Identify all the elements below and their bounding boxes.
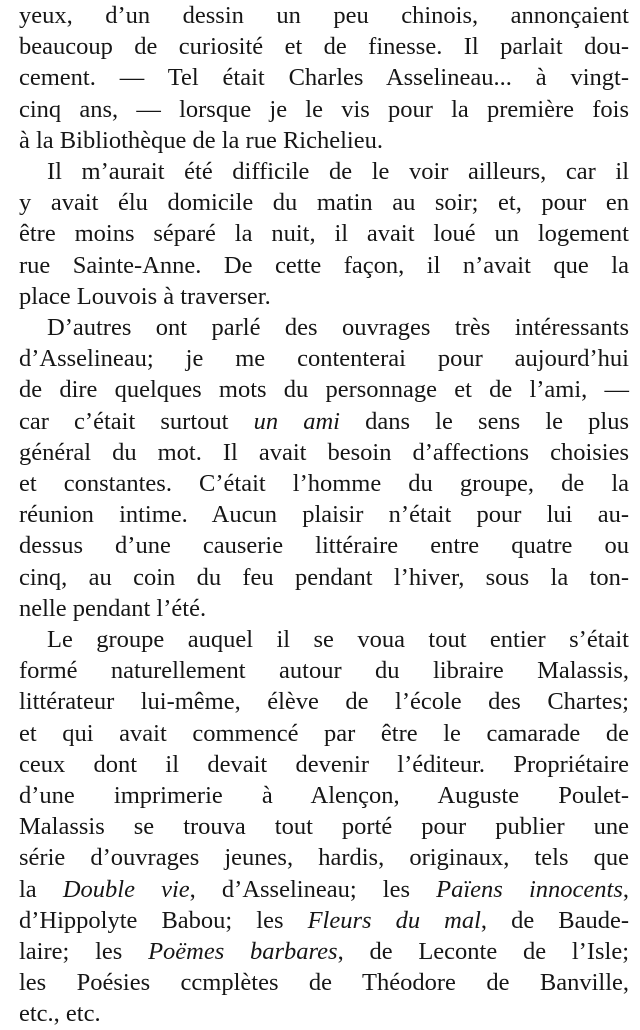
text-line: rue Sainte-Anne. De cette façon, il n’avait que la bbox=[19, 251, 629, 279]
text-line: cinq ans, — lorsque je le vis pour la première fois bbox=[19, 95, 629, 123]
text-run: dans le sens le plus bbox=[339, 407, 629, 435]
text-line: réunion intime. Aucun plaisir n’était pour lui au- bbox=[19, 501, 629, 529]
text-run: d’Hippolyte Babou; les bbox=[19, 906, 308, 934]
text-run: , bbox=[622, 875, 629, 903]
text-line: cement. — Tel était Charles Asselineau... à vingt- bbox=[19, 64, 629, 92]
text-line: et qui avait commencé par être le camarade de bbox=[19, 719, 629, 747]
text-line: à la Bibliothèque de la rue Richelieu. bbox=[19, 126, 383, 154]
italic-title: Double vie bbox=[62, 875, 190, 903]
text-line: Il m’aurait été difficile de le voir ailleurs, car il bbox=[47, 158, 629, 185]
italic-title: Païens innocents bbox=[436, 875, 623, 903]
text-run: la bbox=[19, 875, 63, 903]
text-line: beaucoup de curiosité et de finesse. Il parlait dou- bbox=[19, 33, 629, 61]
text-run: car c’était surtout bbox=[19, 407, 254, 435]
text-line: Malassis se trouva tout porté pour publier une bbox=[19, 813, 629, 841]
text-run: , de Leconte de l’Isle; bbox=[337, 938, 630, 965]
text-line: ceux dont il devait devenir l’éditeur. Propriétaire bbox=[19, 750, 629, 778]
text-line bbox=[19, 406, 629, 438]
text-line bbox=[19, 905, 629, 937]
text-line: d’une imprimerie à Alençon, Auguste Poulet- bbox=[19, 782, 629, 809]
text-run: , d’Asselineau; les bbox=[189, 875, 437, 903]
text-run: , de Baude- bbox=[480, 906, 630, 934]
text-line: d’Asselineau; je me contenterai pour aujourd’hui bbox=[19, 345, 629, 373]
text-line: y avait élu domicile du matin au soir; et, pour en bbox=[19, 189, 629, 217]
text-line: yeux, d’un dessin un peu chinois, annonçaient bbox=[19, 2, 629, 29]
text-line: les Poésies ccmplètes de Théodore de Banville, bbox=[19, 969, 629, 997]
text-line bbox=[19, 874, 629, 906]
text-line: être moins séparé la nuit, il avait loué un logement bbox=[19, 220, 629, 248]
italic-title: Poëmes barbares bbox=[148, 938, 338, 965]
text-line: Le groupe auquel il se voua tout entier s’était bbox=[47, 626, 629, 653]
text-line: formé naturellement autour du libraire Malassis, bbox=[19, 657, 629, 685]
text-run: laire; les bbox=[19, 938, 149, 965]
text-line: général du mot. Il avait besoin d’affections choisies bbox=[19, 438, 629, 466]
text-line: cinq, au coin du feu pendant l’hiver, sous la ton- bbox=[19, 563, 629, 591]
text-line: de dire quelques mots du personnage et de l’ami, — bbox=[19, 376, 629, 404]
italic-title: Fleurs du mal bbox=[307, 906, 481, 934]
text-line: etc., etc. bbox=[19, 1000, 101, 1028]
text-line bbox=[19, 936, 629, 968]
text-line: et constantes. C’était l’homme du groupe, de la bbox=[19, 470, 629, 497]
italic-title: un ami bbox=[253, 407, 340, 435]
text-line: littérateur lui-même, élève de l’école des Chartes; bbox=[19, 688, 629, 716]
text-line: dessus d’une causerie littéraire entre quatre ou bbox=[19, 532, 629, 560]
text-line: nelle pendant l’été. bbox=[19, 594, 207, 622]
text-line: place Louvois à traverser. bbox=[19, 282, 271, 310]
text-line: série d’ouvrages jeunes, hardis, originaux, tels que bbox=[19, 844, 629, 872]
text-line: D’autres ont parlé des ouvrages très intéressants bbox=[47, 314, 629, 341]
